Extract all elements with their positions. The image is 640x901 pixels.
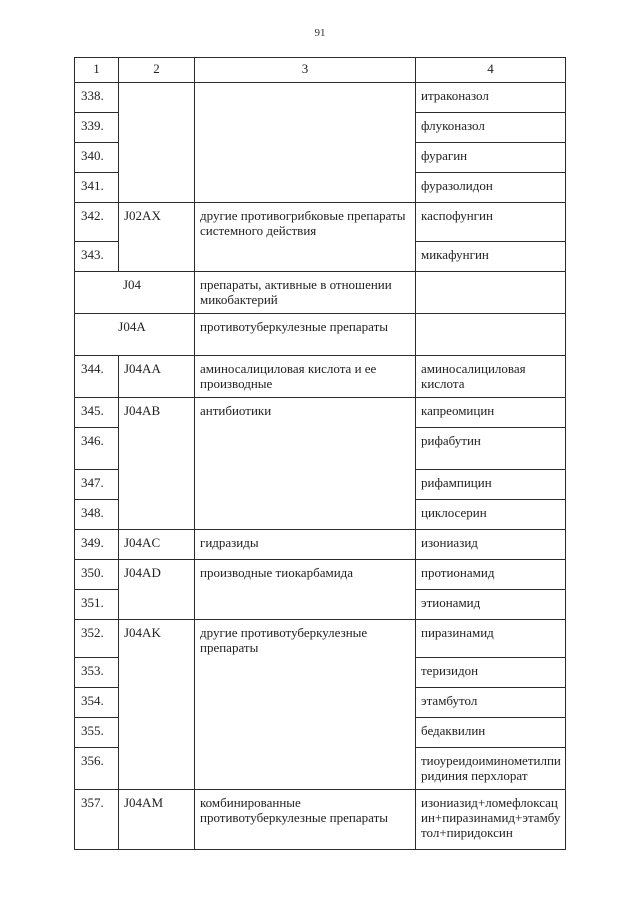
drug-name: флуконазол [416,113,566,143]
table-row [75,113,566,143]
drug-name [416,313,566,355]
atc-code [119,143,195,173]
table-row [75,529,566,559]
table-row [75,271,566,313]
table-row [75,559,566,589]
row-number: 353. [75,658,119,688]
atc-code: J04AB [119,397,195,427]
atc-code [119,499,195,529]
group-name: производные тиокарбамида [195,559,416,589]
drug-name: циклосерин [416,499,566,529]
table-row [75,688,566,718]
atc-code [119,589,195,619]
drug-name: теризидон [416,658,566,688]
table-row [75,83,566,113]
atc-code: J02AX [119,203,195,242]
drug-name: этионамид [416,589,566,619]
atc-code: J04A [75,313,195,355]
table-row [75,313,566,355]
atc-code [119,718,195,748]
header-cell: 3 [195,58,416,83]
group-name [195,83,416,113]
row-number: 351. [75,589,119,619]
table-row [75,241,566,271]
page-number: 91 [314,27,326,39]
group-name [195,658,416,688]
group-name [195,499,416,529]
drug-classification-table [74,57,566,850]
group-name [195,589,416,619]
table-row [75,427,566,469]
drug-name: рифампицин [416,469,566,499]
table-header-row [75,58,566,83]
group-name: другие противогрибковые препараты системного действия [195,203,416,242]
table-row [75,355,566,397]
row-number: 356. [75,748,119,790]
drug-name: пиразинамид [416,619,566,658]
table-row [75,658,566,688]
drug-name: изониазид+ломефлоксац ин+пиразинамид+этамбу тол+пиридоксин [416,790,566,850]
atc-code: J04AK [119,619,195,658]
group-name [195,113,416,143]
header-cell: 1 [75,58,119,83]
atc-code [119,427,195,469]
row-number: 346. [75,427,119,469]
atc-code [119,173,195,203]
drug-name: микафунгин [416,241,566,271]
drug-name: итраконазол [416,83,566,113]
row-number: 352. [75,619,119,658]
group-name: антибиотики [195,397,416,427]
atc-code: J04AA [119,355,195,397]
atc-code [119,658,195,688]
atc-code: J04AC [119,529,195,559]
row-number: 357. [75,790,119,850]
drug-name: протионамид [416,559,566,589]
group-name: комбинированные противотуберкулезные препараты [195,790,416,850]
atc-code [119,748,195,790]
group-name [195,143,416,173]
drug-name: изониазид [416,529,566,559]
drug-name: каспофунгин [416,203,566,242]
drug-name: фурагин [416,143,566,173]
drug-name: бедаквилин [416,718,566,748]
row-number: 345. [75,397,119,427]
group-name: препараты, активные в отношении микобактерий [195,271,416,313]
group-name: другие противотуберкулезные препараты [195,619,416,658]
header-cell: 4 [416,58,566,83]
group-name [195,718,416,748]
row-number: 340. [75,143,119,173]
row-number: 341. [75,173,119,203]
table-row [75,499,566,529]
table-row [75,397,566,427]
group-name [195,469,416,499]
group-name: гидразиды [195,529,416,559]
table-row [75,748,566,790]
row-number: 355. [75,718,119,748]
group-name [195,173,416,203]
row-number: 347. [75,469,119,499]
atc-code: J04AD [119,559,195,589]
atc-code [119,113,195,143]
drug-name [416,271,566,313]
atc-code: J04AM [119,790,195,850]
table-row [75,718,566,748]
table-row [75,790,566,850]
atc-code [119,469,195,499]
table-row [75,619,566,658]
row-number: 343. [75,241,119,271]
atc-code: J04 [75,271,195,313]
row-number: 354. [75,688,119,718]
group-name: аминосалициловая кислота и ее производные [195,355,416,397]
group-name [195,688,416,718]
drug-name: рифабутин [416,427,566,469]
drug-name: тиоуреидоиминометилпи ридиния перхлорат [416,748,566,790]
table-row [75,589,566,619]
row-number: 350. [75,559,119,589]
group-name [195,748,416,790]
drug-name: капреомицин [416,397,566,427]
header-cell: 2 [119,58,195,83]
atc-code [119,241,195,271]
drug-name: этамбутол [416,688,566,718]
drug-name: аминосалициловая кислота [416,355,566,397]
row-number: 339. [75,113,119,143]
row-number: 344. [75,355,119,397]
group-name [195,427,416,469]
table-row [75,173,566,203]
drug-name: фуразолидон [416,173,566,203]
row-number: 342. [75,203,119,242]
row-number: 348. [75,499,119,529]
table-row [75,143,566,173]
group-name [195,241,416,271]
table-row [75,469,566,499]
row-number: 338. [75,83,119,113]
table-row [75,203,566,242]
atc-code [119,83,195,113]
atc-code [119,688,195,718]
row-number: 349. [75,529,119,559]
group-name: противотуберкулезные препараты [195,313,416,355]
